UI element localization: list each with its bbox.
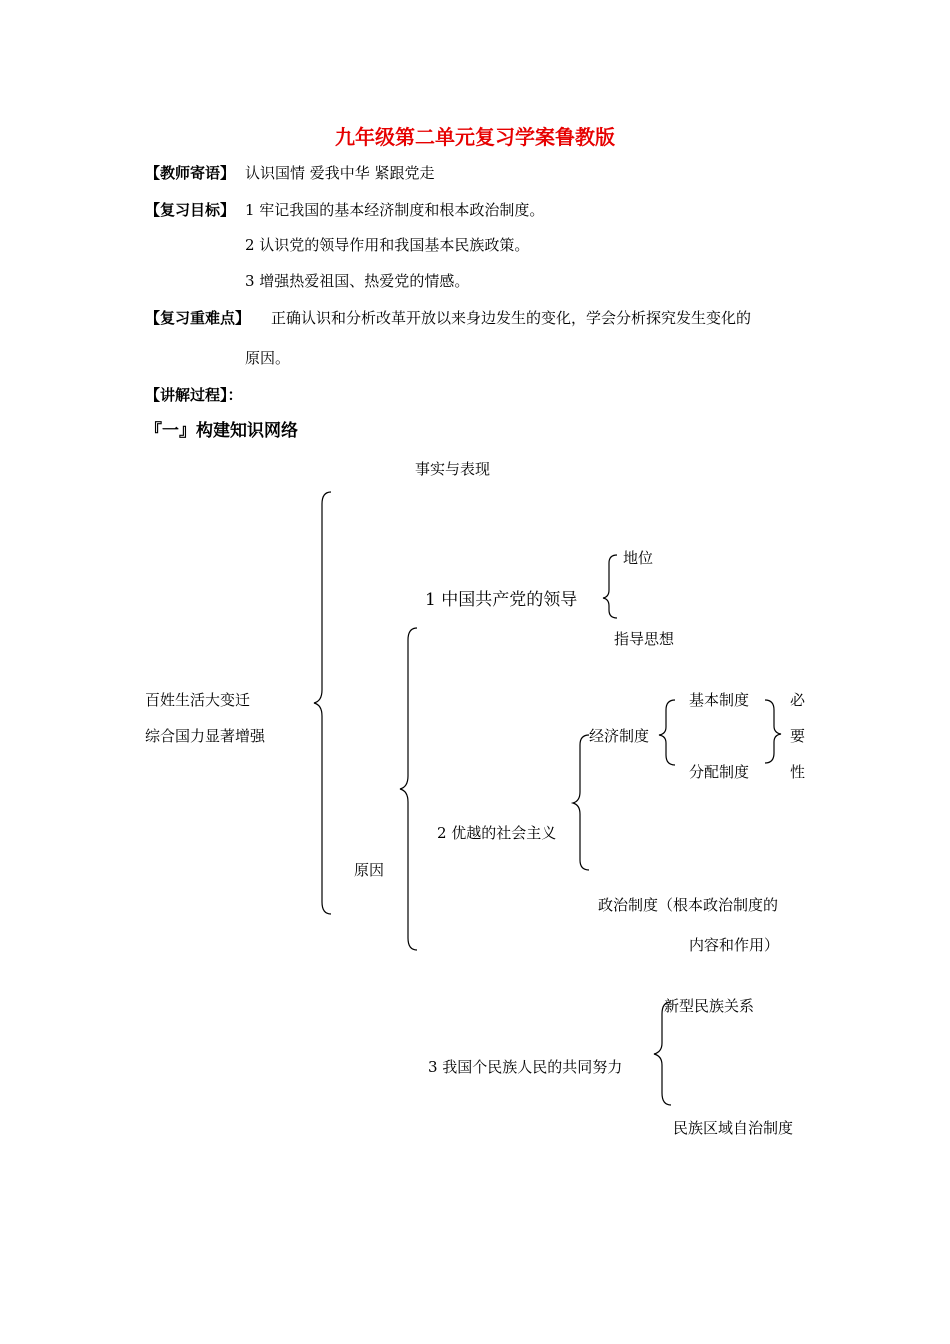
new-ethnic-relations-node: 新型民族关系 — [664, 997, 755, 1015]
distribution-system-node: 分配制度 — [689, 763, 750, 781]
key-points-line-2: 原因。 — [245, 349, 291, 367]
reasons-brace — [400, 628, 417, 950]
basic-system-node: 基本制度 — [689, 691, 750, 709]
section-heading: 『一』构建知识网络 — [145, 421, 298, 441]
reason-node: 原因 — [354, 861, 385, 879]
necessity-char-3: 性 — [790, 763, 806, 781]
review-goal-3: 3 增强热爱祖国、热爱党的情感。 — [245, 272, 470, 290]
political-system-line-1: 政治制度（根本政治制度的 — [598, 896, 779, 914]
page-title: 九年级第二单元复习学案鲁教版 — [335, 125, 615, 149]
review-goal-2: 2 认识党的领导作用和我国基本民族政策。 — [245, 236, 530, 254]
regional-autonomy-node: 民族区域自治制度 — [673, 1119, 794, 1137]
root-node-line-1: 百姓生活大变迁 — [145, 691, 251, 709]
economic-system-node: 经济制度 — [589, 727, 650, 745]
ethnic-brace — [654, 1002, 671, 1105]
root-node-line-2: 综合国力显著增强 — [145, 727, 266, 745]
facts-node: 事实与表现 — [415, 460, 491, 478]
necessity-char-1: 必 — [790, 691, 806, 709]
party-leadership-node: 1 中国共产党的领导 — [425, 590, 578, 610]
review-goal-1: 1 牢记我国的基本经济制度和根本政治制度。 — [245, 201, 545, 219]
superior-socialism-node: 2 优越的社会主义 — [437, 824, 557, 842]
teacher-message-label: 【教师寄语】 — [145, 164, 236, 182]
economic-brace — [659, 700, 675, 765]
key-points-label: 【复习重难点】 — [145, 309, 251, 327]
main-brace — [314, 492, 331, 914]
review-goals-label: 【复习目标】 — [145, 201, 236, 219]
party-brace — [603, 555, 617, 618]
necessity-brace — [765, 700, 781, 763]
political-system-line-2: 内容和作用） — [689, 936, 780, 954]
necessity-char-2: 要 — [790, 727, 806, 745]
socialism-brace — [573, 735, 589, 870]
key-points-line-1: 正确认识和分析改革开放以来身边发生的变化，学会分析探究发生变化的 — [271, 309, 752, 327]
guiding-thought-node: 指导思想 — [614, 630, 675, 648]
status-node: 地位 — [623, 549, 654, 567]
teacher-message-text: 认识国情 爱我中华 紧跟党走 — [245, 164, 435, 182]
ethnic-efforts-node: 3 我国个民族人民的共同努力 — [428, 1058, 623, 1076]
process-label: 【讲解过程】： — [145, 386, 243, 404]
